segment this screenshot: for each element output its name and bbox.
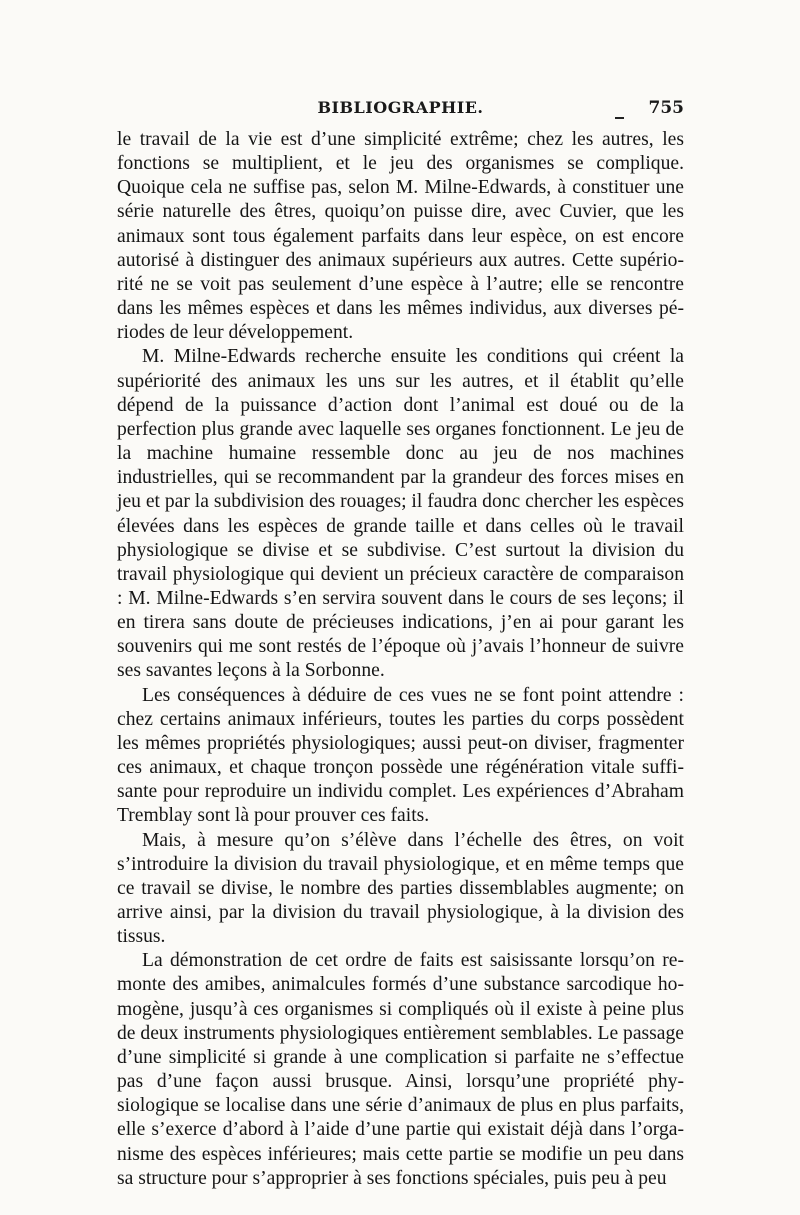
paragraph-5: La démonstration de cet ordre de faits est saisissante lorsqu’on remonte des amibes, animalcules formés d’une substance sarcodique homogène, jusqu’à ces organismes si compliqués où il existe à peine plus de deux instruments physiologiques entièrement semblables. Le passage d’une simplicité si grande à une complication si parfaite ne s’effectue pas d’une façon aussi brusque. Ainsi, lorsqu’une propriété physiologique se localise dans une série d’animaux de plus en plus parfaits, elle s’exerce d’abord à l’aide d’une partie qui existait déjà dans l’organisme des espèces inférieures; mais cette partie se modifie un peu dans sa structure pour s’approprier à ses fonctions spéciales, puis peu à peu bbox=[117, 950, 684, 1189]
page-body bbox=[117, 128, 684, 1191]
paragraph-4: Mais, à mesure qu’on s’élève dans l’échelle des êtres, on voit s’introduire la division du travail physiologique, et en même temps que ce travail se divise, le nombre des parties dissemblables augmente; on arrive ainsi, par la division du travail physiologique, à la division des tissus. bbox=[117, 829, 684, 948]
page-header bbox=[117, 98, 684, 124]
running-title: BIBLIOGRAPHIE. bbox=[317, 98, 484, 117]
page-number: 755 bbox=[648, 98, 684, 118]
header-dash bbox=[615, 117, 624, 119]
paragraph-3: Les conséquences à déduire de ces vues ne se font point attendre : chez certains animaux inférieurs, toutes les parties du corps possèdent les mêmes propriétés physiologiques; aussi peut-on diviser, fragmenter ces animaux, et chaque tronçon possède une régénération vitale suffisante pour reproduire un individu complet. Les expériences d’Abraham Tremblay sont là pour prouver ces faits. bbox=[117, 684, 684, 827]
paragraph-2: M. Milne-Edwards recherche ensuite les conditions qui créent la supériorité des animaux les uns sur les autres, et il établit qu’elle dépend de la puissance d’action dont l’animal est doué ou de la perfection plus grande avec laquelle ses organes fonctionnent. Le jeu de la machine humaine ressemble donc au jeu de nos machines industrielles, qui se recommandent par la grandeur des forces mises en jeu et par la subdivision des rouages; il faudra donc chercher les espèces élevées dans les espèces de grande taille et dans celles où le travail physiologique se divise et se subdivise. C’est surtout la division du travail physiologique qui devient un précieux caractère de comparaison : M. Milne-Edwards s’en servira souvent dans le cours de ses leçons; il en tirera sans doute de précieuses indications, j’en ai pour garant les souvenirs qui me sont restés de l’époque où j’avais l’honneur de suivre ses savantes leçons à la Sorbonne. bbox=[117, 346, 684, 682]
paragraph-1: le travail de la vie est d’une simplicité extrême; chez les autres, les fonctions se multiplient, et le jeu des organismes se complique. Quoique cela ne suffise pas, selon M. Milne-Edwards, à constituer une série naturelle des êtres, quoiqu’on puisse dire, avec Cuvier, que les animaux sont tous également parfaits dans leur espèce, on est encore autorisé à distinguer des animaux supérieurs aux autres. Cette supériorité ne se voit pas seulement d’une espèce à l’autre; elle se rencontre dans les mêmes espèces et dans les mêmes individus, aux diverses périodes de leur développement. bbox=[117, 129, 684, 344]
